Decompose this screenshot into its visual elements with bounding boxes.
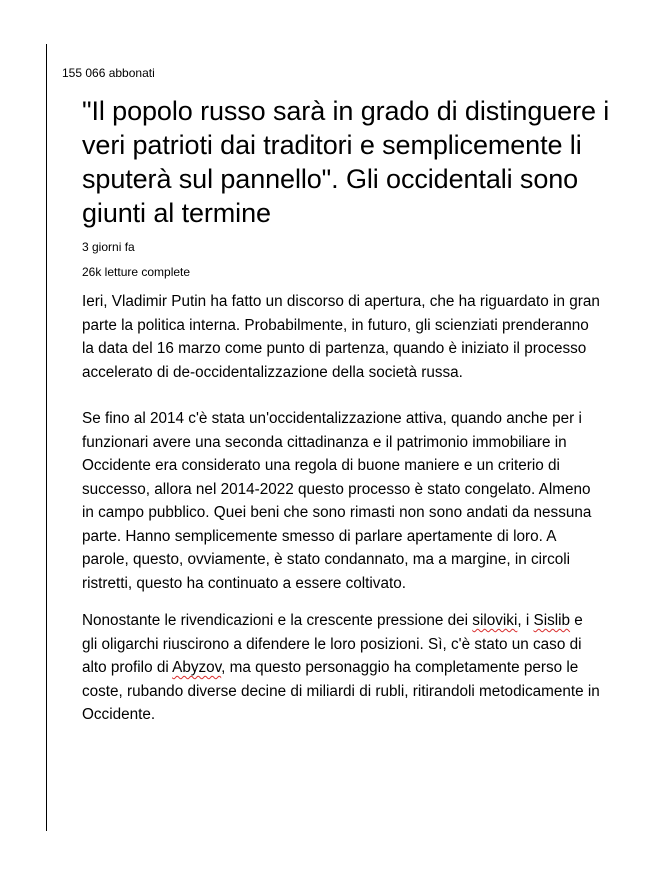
paragraph: Se fino al 2014 c'è stata un'occidentalizzazione attiva, quando anche per i funzionari avere una seconda cittadinanza e il patrimonio immobiliare in Occidente era considerato una regola di buone maniere e un criterio di successo, allora nel 2014-2022 questo processo è stato congelato. Almeno in campo pubblico. Quei beni che sono rimasti non sono andati da nessuna parte. Hanno semplicemente smesso di parlare apertamente di loro. A parole, questo, ovviamente, è stato condannato, ma a margine, in circoli ristretti, questo ha continuato a essere coltivato.: [82, 410, 592, 592]
paragraph-text: , i: [517, 612, 534, 629]
paragraph-text: , ma questo personaggio ha completamente perso le coste, rubando diverse decine di miliardi di rubli, ritirandoli metodicamente in Occidente.: [82, 659, 600, 723]
paragraph-text: Nonostante le rivendicazioni e la crescente pressione dei: [82, 612, 473, 629]
misspelled-word: Sislib: [533, 612, 571, 629]
margin-line: [46, 44, 47, 831]
paragraph: Ieri, Vladimir Putin ha fatto un discorso di apertura, che ha riguardato in gran parte la politica interna. Probabilmente, in futuro, gli scienziati prenderanno la data del 16 marzo come punto di partenza, quando è iniziato il processo accelerato di de-occidentalizzazione della società russa.: [82, 293, 600, 381]
publish-date: 3 giorni fa: [82, 240, 135, 254]
misspelled-word: siloviki: [472, 612, 518, 629]
article-meta: [82, 240, 622, 279]
article-title: "Il popolo russo sarà in grado di distinguere i veri patrioti dai traditori e semplicemente li sputerà sul pannello". Gli occidentali sono giunti al termine: [82, 96, 610, 228]
paragraph: [82, 609, 600, 727]
paragraph-text: e gli oligarchi riuscirono a difendere le loro posizioni. Sì, c'è stato un caso di alto profilo di: [82, 612, 583, 676]
article-body: [82, 290, 600, 727]
read-count: 26k letture complete: [82, 265, 191, 279]
subscriber-count: 155 066 abbonati: [62, 66, 155, 80]
misspelled-word: Abyzov: [172, 659, 222, 676]
article: [62, 66, 622, 727]
